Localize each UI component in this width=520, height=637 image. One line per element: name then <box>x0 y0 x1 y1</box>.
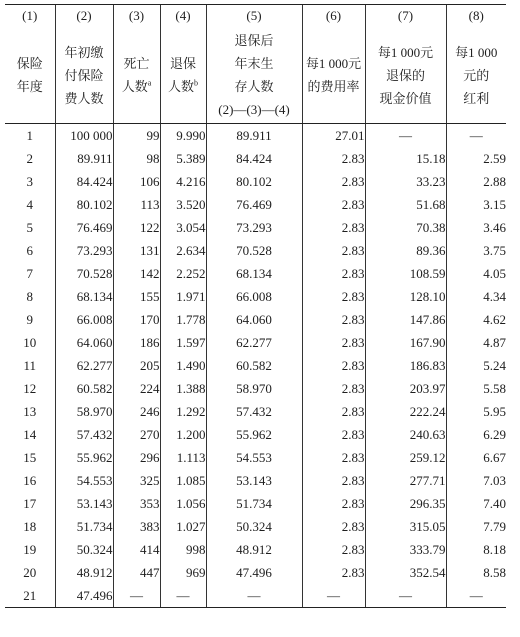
cell-survivors: 70.528 <box>206 239 302 262</box>
cell-deaths: 142 <box>113 262 160 285</box>
cell-survivors: 53.143 <box>206 469 302 492</box>
cell-surrenders: 1.597 <box>160 331 206 354</box>
cell-dividend: — <box>446 584 506 608</box>
cell-cash-value: 33.23 <box>365 170 446 193</box>
column-header-text: 每1 000元 <box>305 56 362 71</box>
column-header-text: 年初缴 <box>64 44 104 60</box>
cell-dividend: 2.59 <box>446 147 506 170</box>
cell-survivors: 47.496 <box>206 561 302 584</box>
table-row <box>5 239 506 262</box>
cell-dividend: 7.03 <box>446 469 506 492</box>
cell-insured-at-start: 62.277 <box>55 354 113 377</box>
column-header-text: 保险 <box>16 56 43 71</box>
cell-expense-rate: 2.83 <box>302 446 365 469</box>
column-header-line <box>161 52 206 75</box>
column-header-line <box>207 98 302 121</box>
cell-policy-year: 15 <box>23 449 37 465</box>
column-number-row <box>5 5 506 28</box>
cell-survivors: 48.912 <box>206 538 302 561</box>
column-number: (3) <box>113 5 160 28</box>
table-row <box>5 285 506 308</box>
cell-expense-rate: 2.83 <box>302 285 365 308</box>
column-header-text: 年末生 <box>234 56 274 71</box>
cell-surrenders: 1.388 <box>160 377 206 400</box>
cell-expense-rate: 2.83 <box>302 216 365 239</box>
column-header-line <box>366 87 446 110</box>
cell-policy-year: 10 <box>23 334 37 350</box>
cell-surrenders: 1.292 <box>160 400 206 423</box>
column-header-line <box>447 87 507 110</box>
cell-deaths: 447 <box>113 561 160 584</box>
column-header-deaths <box>113 27 160 124</box>
table-row <box>5 147 506 170</box>
column-number: (5) <box>206 5 302 28</box>
cell-surrenders: 1.027 <box>160 515 206 538</box>
cell-policy-year: 3 <box>26 173 33 189</box>
cell-dividend: 3.75 <box>446 239 506 262</box>
column-header-line <box>447 41 507 64</box>
cell-cash-value: 51.68 <box>365 193 446 216</box>
column-header-text: 人数 <box>167 79 194 94</box>
cell-dividend: 7.40 <box>446 492 506 515</box>
column-header-line <box>114 52 160 75</box>
cell-cash-value: 315.05 <box>365 515 446 538</box>
cell-insured-at-start: 60.582 <box>55 377 113 400</box>
cell-policy-year: 16 <box>23 472 37 488</box>
cell-dividend: 8.58 <box>446 561 506 584</box>
cell-insured-at-start: 58.970 <box>55 400 113 423</box>
cell-deaths: 325 <box>113 469 160 492</box>
column-header-text: 死亡 <box>123 56 150 71</box>
cell-insured-at-start: 68.134 <box>55 285 113 308</box>
cell-surrenders: 3.054 <box>160 216 206 239</box>
column-header-text: 每1 000元 <box>377 44 434 60</box>
cell-insured-at-start: 47.496 <box>55 584 113 608</box>
cell-policy-year: 13 <box>23 403 37 419</box>
cell-surrenders: — <box>160 584 206 608</box>
cell-survivors: 54.553 <box>206 446 302 469</box>
cell-insured-at-start: 51.734 <box>55 515 113 538</box>
cell-survivors: 76.469 <box>206 193 302 216</box>
table-row <box>5 400 506 423</box>
column-header-text: 付保险 <box>64 67 104 83</box>
column-header-line <box>5 52 55 75</box>
cell-surrenders: 5.389 <box>160 147 206 170</box>
table-row <box>5 170 506 193</box>
table-row <box>5 538 506 561</box>
cell-insured-at-start: 66.008 <box>55 308 113 331</box>
cell-cash-value: 128.10 <box>365 285 446 308</box>
cell-cash-value: 352.54 <box>365 561 446 584</box>
cell-survivors: 55.962 <box>206 423 302 446</box>
cell-policy-year: 4 <box>26 196 33 212</box>
cell-insured-at-start: 55.962 <box>55 446 113 469</box>
cell-surrenders: 1.056 <box>160 492 206 515</box>
cell-cash-value: 167.90 <box>365 331 446 354</box>
cell-cash-value: 15.18 <box>365 147 446 170</box>
cell-policy-year: 5 <box>26 219 33 235</box>
cell-policy-year: 7 <box>26 265 33 281</box>
cell-expense-rate: 2.83 <box>302 147 365 170</box>
cell-expense-rate: 2.83 <box>302 262 365 285</box>
footnote-marker: a <box>147 78 152 88</box>
table-row <box>5 354 506 377</box>
column-header-policy-year <box>5 27 55 124</box>
column-header-text: 红利 <box>463 90 490 106</box>
column-header-text: 退保 <box>169 56 196 71</box>
cell-survivors: 84.424 <box>206 147 302 170</box>
cell-cash-value: 89.36 <box>365 239 446 262</box>
cell-policy-year: 20 <box>23 564 37 580</box>
cell-cash-value: 259.12 <box>365 446 446 469</box>
column-header-text: 的费用率 <box>307 79 360 94</box>
column-header-text: 每1 000 <box>455 44 498 60</box>
cell-expense-rate: 2.83 <box>302 400 365 423</box>
cell-dividend: 3.46 <box>446 216 506 239</box>
cell-deaths: 106 <box>113 170 160 193</box>
cell-cash-value: 203.97 <box>365 377 446 400</box>
cell-survivors: 51.734 <box>206 492 302 515</box>
table-row <box>5 216 506 239</box>
cell-deaths: 186 <box>113 331 160 354</box>
cell-dividend: 4.62 <box>446 308 506 331</box>
cell-surrenders: 3.520 <box>160 193 206 216</box>
column-number: (4) <box>160 5 206 28</box>
table-row <box>5 377 506 400</box>
cell-expense-rate: 2.83 <box>302 193 365 216</box>
column-header-text: 费人数 <box>64 90 104 106</box>
cell-surrenders: 1.200 <box>160 423 206 446</box>
cell-expense-rate: 2.83 <box>302 561 365 584</box>
cell-deaths: 131 <box>113 239 160 262</box>
cell-cash-value: 186.83 <box>365 354 446 377</box>
cell-deaths: 113 <box>113 193 160 216</box>
cell-deaths: 170 <box>113 308 160 331</box>
column-header-line <box>447 64 507 87</box>
cell-survivors: 89.911 <box>206 124 302 148</box>
cell-cash-value: — <box>365 124 446 148</box>
column-header-line <box>207 29 302 52</box>
cell-policy-year: 2 <box>26 150 33 166</box>
column-header-text: 现金价值 <box>379 90 432 106</box>
cell-deaths: 99 <box>113 124 160 148</box>
cell-surrenders: 2.634 <box>160 239 206 262</box>
table-row <box>5 331 506 354</box>
cell-dividend: 3.15 <box>446 193 506 216</box>
column-header-text: 退保后 <box>234 33 274 48</box>
table-row <box>5 492 506 515</box>
cell-surrenders: 9.990 <box>160 124 206 148</box>
cell-deaths: 205 <box>113 354 160 377</box>
cell-dividend: 5.95 <box>446 400 506 423</box>
table-row <box>5 584 506 608</box>
table-row <box>5 124 506 148</box>
cell-cash-value: 296.35 <box>365 492 446 515</box>
cell-cash-value: 147.86 <box>365 308 446 331</box>
cell-survivors: 80.102 <box>206 170 302 193</box>
cell-insured-at-start: 57.432 <box>55 423 113 446</box>
column-number: (6) <box>302 5 365 28</box>
cell-deaths: 155 <box>113 285 160 308</box>
cell-surrenders: 1.778 <box>160 308 206 331</box>
cell-policy-year: 1 <box>26 127 33 143</box>
cell-insured-at-start: 76.469 <box>55 216 113 239</box>
cell-dividend: 7.79 <box>446 515 506 538</box>
cell-survivors: 68.134 <box>206 262 302 285</box>
column-header-text: 退保的 <box>385 67 425 83</box>
cell-insured-at-start: 100 000 <box>55 124 113 148</box>
cell-cash-value: 108.59 <box>365 262 446 285</box>
cell-deaths: 270 <box>113 423 160 446</box>
cell-surrenders: 4.216 <box>160 170 206 193</box>
cell-survivors: 62.277 <box>206 331 302 354</box>
column-header-line <box>207 52 302 75</box>
cell-cash-value: 333.79 <box>365 538 446 561</box>
cell-dividend: 8.18 <box>446 538 506 561</box>
column-number: (1) <box>5 5 55 28</box>
cell-surrenders: 1.113 <box>160 446 206 469</box>
cell-insured-at-start: 54.553 <box>55 469 113 492</box>
cell-survivors: 60.582 <box>206 354 302 377</box>
cell-cash-value: 277.71 <box>365 469 446 492</box>
cell-deaths: 246 <box>113 400 160 423</box>
column-header-insured-at-start <box>55 27 113 124</box>
cell-policy-year: 17 <box>23 495 37 511</box>
column-number: (2) <box>55 5 113 28</box>
cell-survivors: 58.970 <box>206 377 302 400</box>
column-header-line <box>56 87 113 110</box>
cell-deaths: 98 <box>113 147 160 170</box>
table-header <box>5 5 506 124</box>
column-header-line <box>56 41 113 64</box>
cell-survivors: 66.008 <box>206 285 302 308</box>
column-header-cash-value <box>365 27 446 124</box>
cell-cash-value: 70.38 <box>365 216 446 239</box>
cell-insured-at-start: 50.324 <box>55 538 113 561</box>
table-row <box>5 262 506 285</box>
cell-expense-rate: 2.83 <box>302 538 365 561</box>
cell-survivors: 57.432 <box>206 400 302 423</box>
cell-insured-at-start: 53.143 <box>55 492 113 515</box>
table-row <box>5 423 506 446</box>
column-header-dividend <box>446 27 506 124</box>
cell-dividend: 4.34 <box>446 285 506 308</box>
cell-insured-at-start: 64.060 <box>55 331 113 354</box>
column-header-line <box>207 75 302 98</box>
column-header-text: 年度 <box>16 79 43 94</box>
cell-expense-rate: 2.83 <box>302 423 365 446</box>
cell-cash-value: 222.24 <box>365 400 446 423</box>
cell-expense-rate: 2.83 <box>302 170 365 193</box>
cell-insured-at-start: 89.911 <box>55 147 113 170</box>
cell-expense-rate: 2.83 <box>302 492 365 515</box>
cell-deaths: 383 <box>113 515 160 538</box>
column-number: (7) <box>365 5 446 28</box>
cell-dividend: 4.05 <box>446 262 506 285</box>
cell-insured-at-start: 73.293 <box>55 239 113 262</box>
cell-cash-value: 240.63 <box>365 423 446 446</box>
cell-policy-year: 9 <box>26 311 33 327</box>
column-header-surrenders <box>160 27 206 124</box>
column-header-line <box>56 64 113 87</box>
cell-dividend: — <box>446 124 506 148</box>
cell-survivors: 50.324 <box>206 515 302 538</box>
column-header-line <box>366 41 446 64</box>
column-header-survivors <box>206 27 302 124</box>
cell-policy-year: 11 <box>23 357 37 373</box>
table-row <box>5 308 506 331</box>
cell-policy-year: 21 <box>5 584 55 608</box>
column-number: (8) <box>446 5 506 28</box>
cell-dividend: 6.67 <box>446 446 506 469</box>
cell-expense-rate: 2.83 <box>302 515 365 538</box>
cell-expense-rate: 2.83 <box>302 469 365 492</box>
cell-policy-year: 8 <box>26 288 33 304</box>
cell-survivors: 64.060 <box>206 308 302 331</box>
cell-surrenders: 1.971 <box>160 285 206 308</box>
cell-dividend: 6.29 <box>446 423 506 446</box>
cell-deaths: 353 <box>113 492 160 515</box>
table-row <box>5 515 506 538</box>
cell-policy-year: 12 <box>23 380 37 396</box>
column-header-text: 存人数 <box>234 79 274 94</box>
table-row <box>5 446 506 469</box>
cell-expense-rate: 2.83 <box>302 377 365 400</box>
column-header-line <box>114 75 160 98</box>
cell-dividend: 4.87 <box>446 331 506 354</box>
cell-expense-rate: — <box>302 584 365 608</box>
cell-surrenders: 998 <box>160 538 206 561</box>
cell-surrenders: 1.085 <box>160 469 206 492</box>
cell-deaths: 296 <box>113 446 160 469</box>
column-header-line <box>303 75 365 98</box>
column-header-line <box>5 75 55 98</box>
cell-expense-rate: 27.01 <box>302 124 365 148</box>
footnote-marker: b <box>194 78 198 88</box>
insurance-table <box>5 4 506 608</box>
cell-dividend: 2.88 <box>446 170 506 193</box>
cell-deaths: 224 <box>113 377 160 400</box>
table-body <box>5 124 506 608</box>
column-header-expense-rate <box>302 27 365 124</box>
cell-policy-year: 14 <box>23 426 37 442</box>
cell-deaths: — <box>113 584 160 608</box>
cell-policy-year: 18 <box>23 518 37 534</box>
table-row <box>5 561 506 584</box>
cell-policy-year: 19 <box>23 541 37 557</box>
cell-surrenders: 2.252 <box>160 262 206 285</box>
cell-policy-year: 6 <box>26 242 33 258</box>
cell-surrenders: 1.490 <box>160 354 206 377</box>
cell-deaths: 414 <box>113 538 160 561</box>
cell-expense-rate: 2.83 <box>302 308 365 331</box>
column-header-row <box>5 27 506 124</box>
cell-dividend: 5.58 <box>446 377 506 400</box>
cell-deaths: 122 <box>113 216 160 239</box>
column-header-line <box>161 75 206 98</box>
column-header-text: 人数 <box>121 79 148 94</box>
cell-expense-rate: 2.83 <box>302 239 365 262</box>
cell-survivors: — <box>206 584 302 608</box>
table-row <box>5 193 506 216</box>
column-header-line <box>303 52 365 75</box>
cell-dividend: 5.24 <box>446 354 506 377</box>
column-header-line <box>366 64 446 87</box>
cell-surrenders: 969 <box>160 561 206 584</box>
cell-cash-value: — <box>365 584 446 608</box>
cell-insured-at-start: 48.912 <box>55 561 113 584</box>
column-header-text: 元的 <box>463 67 490 83</box>
column-header-text: (2)—(3)—(4) <box>218 102 290 117</box>
cell-insured-at-start: 80.102 <box>55 193 113 216</box>
table-row <box>5 469 506 492</box>
cell-expense-rate: 2.83 <box>302 354 365 377</box>
cell-insured-at-start: 84.424 <box>55 170 113 193</box>
cell-expense-rate: 2.83 <box>302 331 365 354</box>
cell-survivors: 73.293 <box>206 216 302 239</box>
cell-insured-at-start: 70.528 <box>55 262 113 285</box>
